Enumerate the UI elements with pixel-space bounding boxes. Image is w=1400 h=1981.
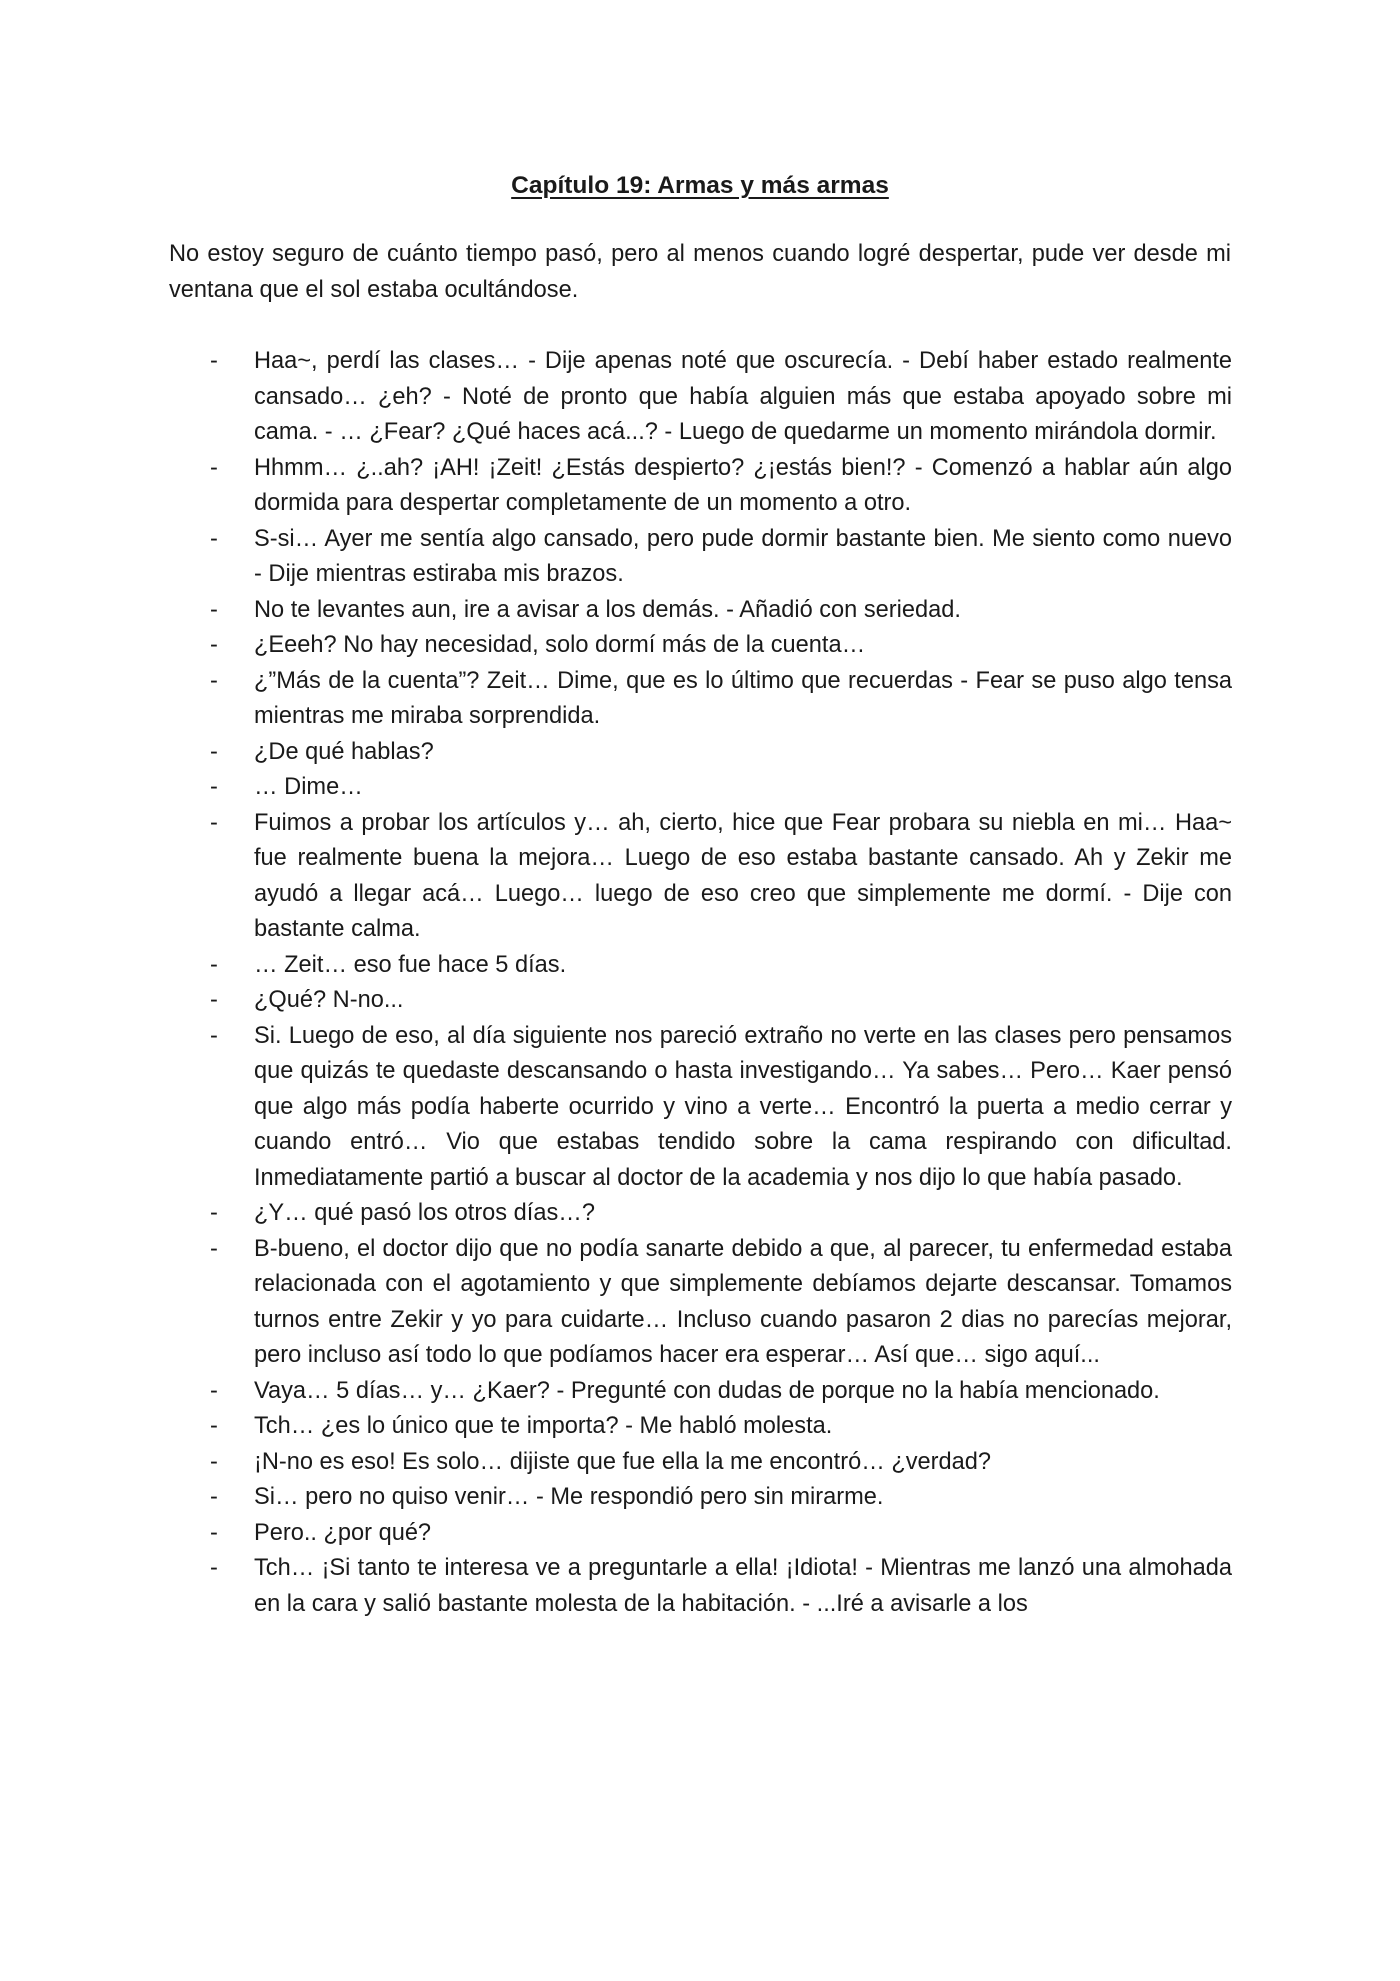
dialog-dash: -	[210, 1235, 218, 1262]
dialog-dash: -	[210, 1555, 218, 1581]
dialog-line-text: ¿De qué hablas?	[254, 738, 434, 765]
dialog-line	[0, 806, 1400, 948]
dialog-dash: -	[210, 1377, 218, 1404]
dialog-line	[0, 735, 1400, 771]
dialog-line-text: Vaya… 5 días… y… ¿Kaer? - Pregunté con dudas de porque no la había mencionado.	[254, 1377, 1160, 1404]
dialog-dash: -	[210, 1413, 218, 1439]
dialog-line-text: Tch… ¿es lo único que te importa? - Me habló molesta.	[254, 1413, 833, 1439]
dialog-line	[0, 1409, 1400, 1445]
dialog-line-text: B-bueno, el doctor dijo que no podía sanarte debido a que, al parecer, tu enfermedad estaba relacionada con el agotamiento y que simplemente debíamos dejarte descansar. Tomamos turnos entre Zekir y yo para cuidarte… Incluso cuando pasaron 2 dias no parecías mejorar, pero incluso así todo lo que podíamos hacer era esperar… Así que… sigo aquí...	[254, 1235, 1232, 1368]
dialog-line-text: Tch… ¡Si tanto te interesa ve a preguntarle a ella! ¡Idiota! - Mientras me lanzó una almohada en la cara y salió bastante molesta de la habitación. - ...Iré a avisarle a los	[254, 1555, 1232, 1617]
dialog-dash: -	[210, 632, 218, 658]
dialog-list	[0, 344, 1400, 1622]
dialog-line-text: … Dime…	[254, 774, 363, 800]
dialog-dash: -	[210, 1519, 218, 1546]
dialog-dash: -	[210, 667, 218, 694]
dialog-dash: -	[210, 348, 218, 374]
dialog-dash: -	[210, 596, 218, 623]
dialog-line	[0, 664, 1400, 735]
dialog-line	[0, 1551, 1400, 1622]
dialog-line	[0, 344, 1400, 451]
dialog-line-text: Hhmm… ¿..ah? ¡AH! ¡Zeit! ¿Estás despierto? ¿¡estás bien!? - Comenzó a hablar aún algo dormida para despertar completamente de un momento a otro.	[254, 454, 1232, 516]
dialog-line-text: ¿”Más de la cuenta”? Zeit… Dime, que es lo último que recuerdas - Fear se puso algo tensa mientras me miraba sorprendida.	[254, 667, 1232, 729]
dialog-dash: -	[210, 987, 218, 1013]
dialog-line-text: ¿Eeeh? No hay necesidad, solo dormí más de la cuenta…	[254, 632, 866, 658]
dialog-dash: -	[210, 951, 218, 978]
dialog-line	[0, 1445, 1400, 1481]
dialog-line	[0, 451, 1400, 522]
dialog-line-text: Pero.. ¿por qué?	[254, 1519, 432, 1546]
dialog-line	[0, 1480, 1400, 1516]
dialog-line-text: Haa~, perdí las clases… - Dije apenas noté que oscurecía. - Debí haber estado realmente cansado… ¿eh? - Noté de pronto que había alguien más que estaba apoyado sobre mi cama. - … ¿Fear? ¿Qué haces acá...? - Luego de quedarme un momento mirándola dormir.	[254, 348, 1232, 445]
dialog-line-text: No te levantes aun, ire a avisar a los demás. - Añadió con seriedad.	[254, 596, 961, 623]
dialog-line	[0, 1019, 1400, 1197]
dialog-line	[0, 1232, 1400, 1374]
dialog-dash: -	[210, 1200, 218, 1226]
dialog-line	[0, 948, 1400, 984]
intro-paragraph: No estoy seguro de cuánto tiempo pasó, pero al menos cuando logré despertar, pude ver desde mi ventana que el sol estaba ocultándose.	[169, 241, 1231, 303]
dialog-line-text: Si… pero no quiso venir… - Me respondió pero sin mirarme.	[254, 1484, 884, 1510]
dialog-line-text: Fuimos a probar los artículos y… ah, cierto, hice que Fear probara su niebla en mi… Haa~ fue realmente buena la mejora… Luego de eso estaba bastante cansado. Ah y Zekir me ayudó a llegar acá… Luego… luego de eso creo que simplemente me dormí. - Dije con bastante calma.	[254, 809, 1232, 942]
dialog-dash: -	[210, 738, 218, 765]
dialog-line-text: ¡N-no es eso! Es solo… dijiste que fue ella la me encontró… ¿verdad?	[254, 1448, 992, 1475]
dialog-line	[0, 628, 1400, 664]
dialog-dash: -	[210, 809, 218, 836]
dialog-line	[0, 1196, 1400, 1232]
dialog-line-text: ¿Y… qué pasó los otros días…?	[254, 1200, 595, 1226]
dialog-line-text: ¿Qué? N-no...	[254, 987, 404, 1013]
dialog-dash: -	[210, 1022, 218, 1049]
chapter-title: Capítulo 19: Armas y más armas	[511, 172, 889, 199]
dialog-dash: -	[210, 1484, 218, 1510]
dialog-line-text: S-si… Ayer me sentía algo cansado, pero pude dormir bastante bien. Me siento como nuevo - Dije mientras estiraba mis brazos.	[254, 525, 1232, 587]
dialog-dash: -	[210, 1448, 218, 1475]
dialog-line	[0, 1516, 1400, 1552]
dialog-dash: -	[210, 774, 218, 800]
dialog-line	[0, 522, 1400, 593]
dialog-line-text: Si. Luego de eso, al día siguiente nos pareció extraño no verte en las clases pero pensamos que quizás te quedaste descansando o hasta investigando… Ya sabes… Pero… Kaer pensó que algo más podía haberte ocurrido y vino a verte… Encontró la puerta a medio cerrar y cuando entró… Vio que estabas tendido sobre la cama respirando con dificultad. Inmediatamente partió a buscar al doctor de la academia y nos dijo lo que había pasado.	[254, 1022, 1232, 1191]
dialog-dash: -	[210, 454, 218, 481]
dialog-line	[0, 983, 1400, 1019]
dialog-line-text: … Zeit… eso fue hace 5 días.	[254, 951, 567, 978]
dialog-line	[0, 770, 1400, 806]
dialog-line	[0, 1374, 1400, 1410]
dialog-dash: -	[210, 525, 218, 552]
dialog-line	[0, 593, 1400, 629]
